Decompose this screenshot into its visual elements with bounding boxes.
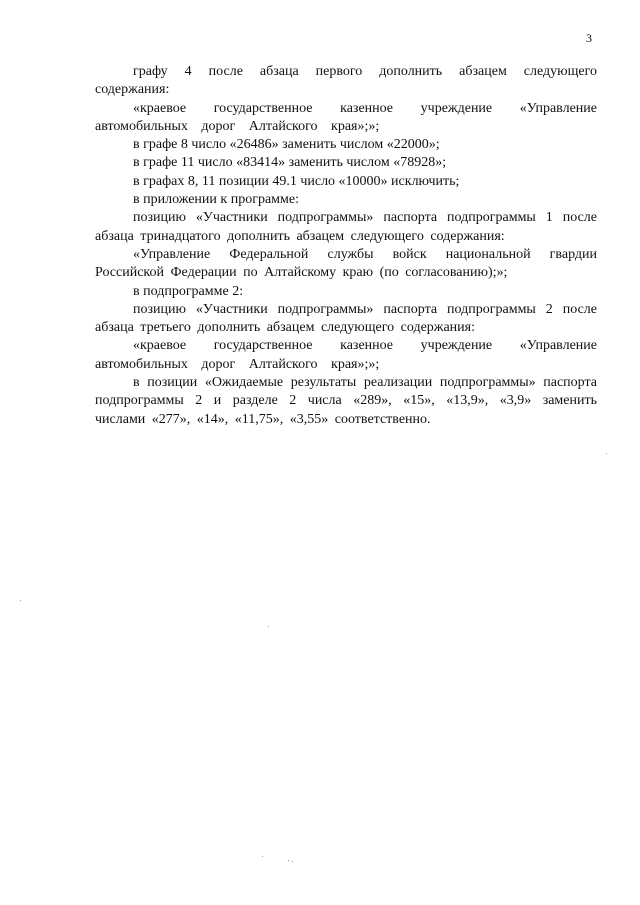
- paragraph: позицию «Участники подпрограммы» паспорта подпрограммы 1 после абзаца тринадцатого дополнить абзацем следующего содержания:: [95, 210, 597, 244]
- paragraph: в приложении к программе:: [133, 192, 299, 208]
- paragraph: в графе 11 число «83414» заменить числом «78928»;: [133, 155, 447, 171]
- paragraph: в позиции «Ожидаемые результаты реализации подпрограммы» паспорта подпрограммы 2 и разделе 2 числа «289», «15», «13,9», «3,9» заменить числами «277», «14», «11,75», «3,55» соответственно.: [95, 375, 597, 427]
- document-body: [95, 63, 597, 429]
- scan-speck: [20, 600, 21, 601]
- scan-speck: [268, 626, 269, 627]
- paragraph: позицию «Участники подпрограммы» паспорта подпрограммы 2 после абзаца третьего дополнить абзацем следующего содержания:: [95, 301, 597, 336]
- paragraph: в графах 8, 11 позиции 49.1 число «10000» исключить;: [133, 173, 460, 189]
- paragraph: в подпрограмме 2:: [133, 283, 244, 299]
- paragraph: «краевое государственное казенное учреждение «Управление автомобильных дорог Алтайского края»;»;: [95, 338, 597, 372]
- scan-speck: [606, 453, 607, 454]
- paragraph: графу 4 после абзаца первого дополнить абзацем следующего содержания:: [95, 64, 597, 98]
- scan-speck: [262, 856, 263, 857]
- page-number: 3: [586, 31, 592, 45]
- paragraph: в графе 8 число «26486» заменить числом «22000»;: [133, 137, 440, 153]
- scan-speck: [292, 861, 293, 862]
- scan-speck: [288, 860, 289, 861]
- paragraph: «краевое государственное казенное учреждение «Управление автомобильных дорог Алтайского края»;»;: [95, 100, 597, 134]
- paragraph: «Управление Федеральной службы войск национальной гвардии Российской Федерации по Алтайскому краю (по согласованию);»;: [95, 246, 597, 281]
